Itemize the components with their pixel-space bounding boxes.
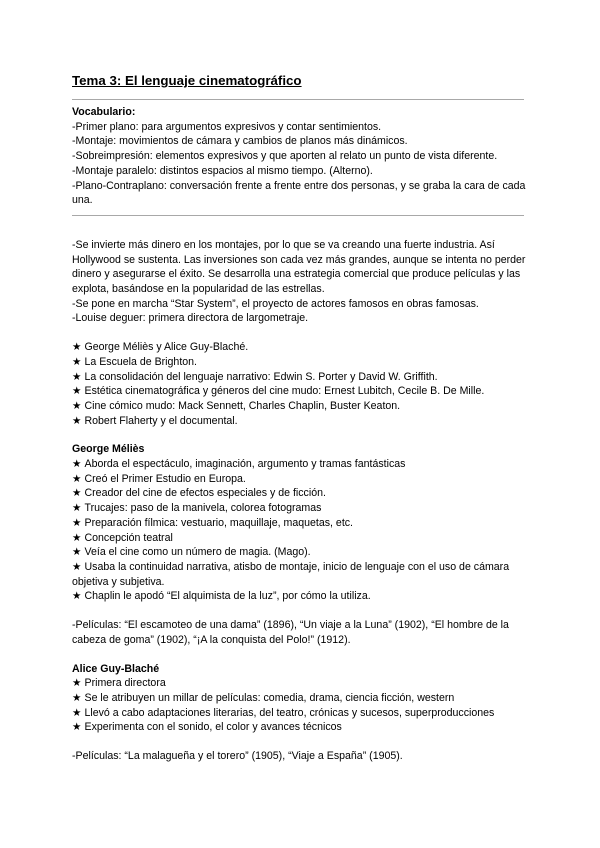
list-item: ★ Trucajes: paso de la manivela, colorea fotogramas bbox=[72, 502, 322, 515]
star-icon: ★ bbox=[72, 370, 82, 383]
star-icon: ★ bbox=[72, 590, 82, 603]
document-title: Tema 3: El lenguaje cinematográfico bbox=[72, 73, 302, 88]
star-icon: ★ bbox=[72, 560, 82, 573]
list-item: ★ Experimenta con el sonido, el color y avances técnicos bbox=[72, 721, 342, 734]
list-item: ★ Creador del cine de efectos especiales y de ficción. bbox=[72, 487, 326, 500]
star-icon: ★ bbox=[72, 546, 82, 559]
list-item: ★ Aborda el espectáculo, imaginación, argumento y tramas fantásticas bbox=[72, 458, 406, 471]
vocabulary-item: -Primer plano: para argumentos expresivos y contar sentimientos. bbox=[72, 120, 382, 133]
list-item: ★ Se le atribuyen un millar de películas: comedia, drama, ciencia ficción, western bbox=[72, 691, 455, 704]
vocabulary-heading: Vocabulario: bbox=[72, 106, 136, 118]
star-icon: ★ bbox=[72, 355, 82, 368]
list-item: ★ Concepción teatral bbox=[72, 531, 173, 544]
vocabulary-list bbox=[72, 120, 532, 208]
melies-points bbox=[72, 457, 532, 604]
topics-list bbox=[72, 340, 532, 428]
intro-section bbox=[72, 238, 532, 326]
list-item: ★ Primera directora bbox=[72, 677, 166, 690]
vocabulary-item: -Sobreimpresión: elementos expresivos y que aporten al relato un punto de vista diferente. bbox=[72, 150, 498, 163]
list-item: ★ Llevó a cabo adaptaciones literarias, del teatro, crónicas y sucesos, superproducciones bbox=[72, 706, 495, 719]
list-item: ★ Estética cinematográfica y géneros del cine mudo: Ernest Lubitch, Cecile B. De Mille. bbox=[72, 385, 485, 398]
star-icon: ★ bbox=[72, 487, 82, 500]
list-item: ★ Preparación fílmica: vestuario, maquillaje, maquetas, etc. bbox=[72, 516, 354, 529]
intro-paragraph: -Se pone en marcha “Star System”, el proyecto de actores famosos en obras famosas. bbox=[72, 297, 479, 310]
intro-paragraph: -Se invierte más dinero en los montajes, por lo que se va creando una fuerte industria. Así Hollywood se sustenta. Las inversiones son cada vez más grandes, aunque se intenta no perder dinero y asegurarse el éxito. Se desarrolla una estrategia comercial que produce películas y las explota, basándose en la popularidad de las estrellas. bbox=[72, 238, 526, 296]
guy-blache-films: -Películas: “La malagueña y el torero” (1905), “Viaje a España” (1905). bbox=[72, 750, 403, 763]
star-icon: ★ bbox=[72, 385, 82, 398]
star-icon: ★ bbox=[72, 677, 82, 690]
star-icon: ★ bbox=[72, 414, 82, 427]
list-item: ★ La Escuela de Brighton. bbox=[72, 355, 197, 368]
list-item: ★ Robert Flaherty y el documental. bbox=[72, 414, 238, 427]
vocabulary-item: -Montaje: movimientos de cámara y cambios de planos más dinámicos. bbox=[72, 135, 408, 148]
list-item: ★ La consolidación del lenguaje narrativo: Edwin S. Porter y David W. Griffith. bbox=[72, 370, 438, 383]
star-icon: ★ bbox=[72, 721, 82, 734]
star-icon: ★ bbox=[72, 399, 82, 412]
star-icon: ★ bbox=[72, 502, 82, 515]
melies-heading: George Méliès bbox=[72, 443, 145, 456]
vocabulary-item: -Montaje paralelo: distintos espacios al mismo tiempo. (Alterno). bbox=[72, 164, 373, 177]
star-icon: ★ bbox=[72, 691, 82, 704]
melies-films: -Películas: “El escamoteo de una dama” (1896), “Un viaje a la Luna” (1902), “El hombre de la cabeza de goma” (1902), “¡A la conquista del Polo!” (1912). bbox=[72, 619, 509, 646]
document-content bbox=[72, 72, 532, 764]
star-icon: ★ bbox=[72, 706, 82, 719]
list-item: ★ Creó el Primer Estudio en Europa. bbox=[72, 472, 246, 485]
list-item: ★ Usaba la continuidad narrativa, atisbo de montaje, inicio de lenguaje con el uso de cámara objetiva y subjetiva. bbox=[72, 560, 510, 588]
divider bbox=[72, 99, 524, 100]
guy-blache-heading: Alice Guy-Blaché bbox=[72, 662, 160, 675]
list-item: ★ George Méliès y Alice Guy-Blaché. bbox=[72, 341, 249, 354]
star-icon: ★ bbox=[72, 516, 82, 529]
star-icon: ★ bbox=[72, 531, 82, 544]
list-item: ★ Chaplin le apodó “El alquimista de la luz”, por cómo la utiliza. bbox=[72, 590, 371, 603]
intro-paragraph: -Louise deguer: primera directora de largometraje. bbox=[72, 312, 309, 325]
list-item: ★ Veía el cine como un número de magia. (Mago). bbox=[72, 546, 311, 559]
list-item: ★ Cine cómico mudo: Mack Sennett, Charles Chaplin, Buster Keaton. bbox=[72, 399, 401, 412]
star-icon: ★ bbox=[72, 458, 82, 471]
guy-blache-points bbox=[72, 676, 532, 735]
vocabulary-item: -Plano-Contraplano: conversación frente a frente entre dos personas, y se graba la cara de cada una. bbox=[72, 179, 526, 207]
star-icon: ★ bbox=[72, 341, 82, 354]
star-icon: ★ bbox=[72, 472, 82, 485]
